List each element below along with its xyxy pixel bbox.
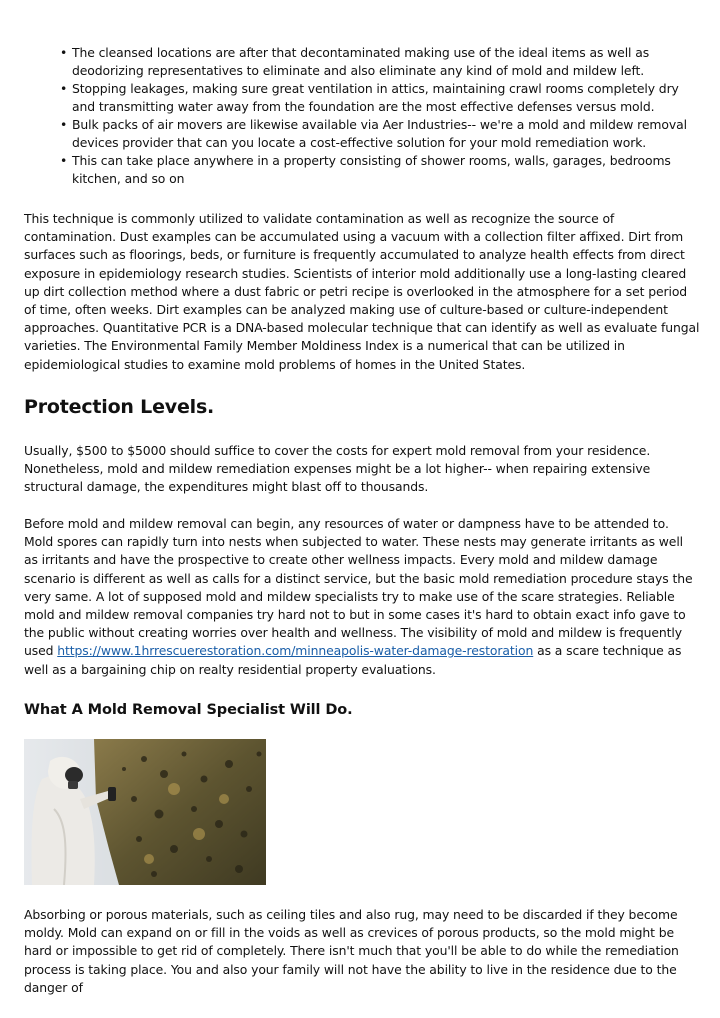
list-item: • Stopping leakages, making sure great ventilation in attics, maintaining crawl rooms completely dry and transmitting water away from the foundation are the most effective defenses versus mold. (60, 80, 700, 116)
restoration-link[interactable]: https://www.1hrrescuerestoration.com/minneapolis-water-damage-restoration (57, 643, 534, 659)
list-item: • Bulk packs of air movers are likewise available via Aer Industries-- we're a mold and mildew removal devices provider that can you locate a cost-effective solution for your mold remediation work. (60, 116, 700, 152)
bullet-list (60, 44, 700, 188)
paragraph-contamination: This technique is commonly utilized to validate contamination as well as recognize the source of contamination. Dust examples can be accumulated using a vacuum with a collection filter affixed. Dirt from surfaces such as floorings, beds, or furniture is frequently accumulated to analyze health effects from direct exposure in epidemiology research studies. Scientists of interior mold additionally use a long-lasting cleared up dirt collection method where a dust fabric or petri recipe is overlooked in the atmosphere for a set period of time, often weeks. Dirt examples can be analyzed making use of culture-based or culture-independent approaches. Quantitative PCR is a DNA-based molecular technique that can identify as well as evaluate fungal varieties. The Environmental Family Member Moldiness Index is a numerical that can be utilized in epidemiological studies to examine mold problems of homes in the United States. (24, 211, 700, 372)
paragraph-remediation-text: Before mold and mildew removal can begin, any resources of water or dampness have to be attended to. Mold spores can rapidly turn into nests when subjected to water. These nests may generate irritants as well as irritants and have the prospective to create other wellness impacts. Every mold and mildew damage scenario is different as well as calls for a distinct service, but the basic mold remediation procedure stays the very same. A lot of supposed mold and mildew specialists try to make use of the scare strategies. Reliable mold and mildew removal companies try hard not to but in some cases it's hard to obtain exact info gave to the public without creating worries over health and wellness. The visibility of mold and mildew is frequently used (24, 516, 693, 659)
list-item: • The cleansed locations are after that decontaminated making use of the ideal items as well as deodorizing representatives to eliminate and also eliminate any kind of mold and mildew left. (60, 44, 700, 80)
list-item: • This can take place anywhere in a property consisting of shower rooms, walls, garages, bedrooms kitchen, and so on (60, 152, 700, 188)
heading-mold-removal-specialist: What A Mold Removal Specialist Will Do. (24, 702, 353, 718)
paragraph-remediation (24, 515, 700, 679)
mold-remediation-photo (24, 739, 266, 885)
worker-scraping-mold-image (24, 739, 266, 885)
heading-protection-levels: Protection Levels. (24, 396, 215, 418)
paragraph-costs: Usually, $500 to $5000 should suffice to cover the costs for expert mold removal from your residence. Nonetheless, mold and mildew remediation expenses might be a lot higher-- when repairing extensive structural damage, the expenditures might blast off to thousands. (24, 443, 651, 495)
paragraph-remediation-tail: as a scare technique as well as a bargaining chip on realty residential property evaluations. (24, 643, 682, 677)
paragraph-porous-materials: Absorbing or porous materials, such as ceiling tiles and also rug, may need to be discarded if they become moldy. Mold can expand on or fill in the voids as well as crevices of porous products, so the mold might be hard or impossible to get rid of completely. There isn't much that you'll be able to do while the remediation process is taking place. You and also your family will not have the ability to live in the residence due to the danger of (24, 907, 679, 995)
